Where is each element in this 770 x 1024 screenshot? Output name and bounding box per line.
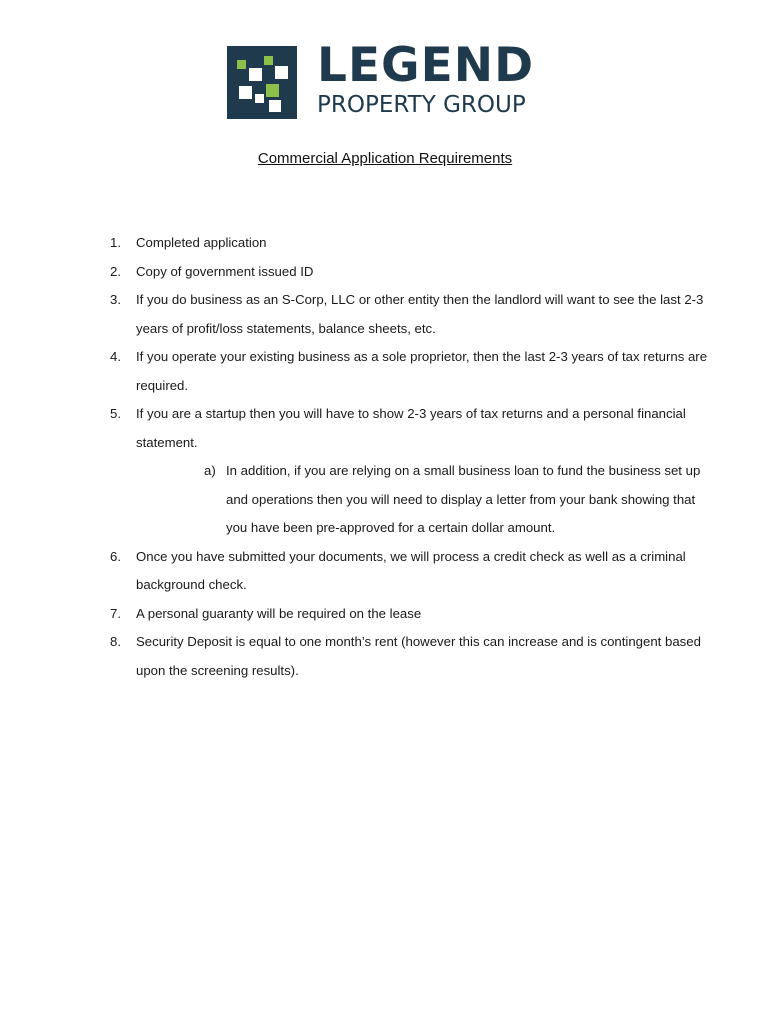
list-item <box>110 628 710 685</box>
list-item <box>110 286 710 343</box>
list-item <box>110 229 710 258</box>
logo-mark-icon <box>227 46 297 119</box>
item-text: If you do business as an S-Corp, LLC or other entity then the landlord will want to see the last 2-3 years of profit/loss statements, balance sheets, etc. <box>136 292 704 336</box>
item-number: 8. <box>110 634 121 649</box>
item-number: 6. <box>110 548 121 564</box>
sub-list-item <box>110 457 710 543</box>
item-text: Completed application <box>136 235 267 250</box>
item-number: 7. <box>110 605 121 621</box>
item-number: 1. <box>110 235 121 250</box>
list-item <box>110 600 710 629</box>
item-text: If you operate your existing business as a sole proprietor, then the last 2-3 years of tax returns are required. <box>136 349 708 393</box>
logo-subtitle: PROPERTY GROUP <box>317 92 526 118</box>
sub-item-label: a) <box>204 463 216 478</box>
page-title: Commercial Application Requirements <box>257 150 513 167</box>
sub-item-text: In addition, if you are relying on a small business loan to fund the business set up and operations then you will need to display a letter from your bank showing that you have been pre-approved for a certain dollar amount. <box>226 463 701 535</box>
list-item <box>110 258 710 287</box>
item-text: A personal guaranty will be required on the lease <box>136 605 422 621</box>
item-number: 3. <box>110 292 121 307</box>
item-number: 4. <box>110 349 121 364</box>
item-text: Once you have submitted your documents, we will process a credit check as well as a criminal background check. <box>136 548 686 592</box>
requirements-list <box>110 229 710 685</box>
item-text: Security Deposit is equal to one month’s rent (however this can increase and is contingent based upon the screening results). <box>136 634 701 678</box>
company-logo <box>227 38 535 120</box>
item-number: 5. <box>110 406 121 421</box>
item-text: If you are a startup then you will have to show 2-3 years of tax returns and a personal financial statement. <box>136 406 686 450</box>
list-item <box>110 400 710 457</box>
list-item <box>110 543 710 600</box>
list-item <box>110 343 710 400</box>
item-text: Copy of government issued ID <box>136 263 314 279</box>
logo-wordmark: LEGEND <box>317 38 535 93</box>
item-number: 2. <box>110 263 121 279</box>
